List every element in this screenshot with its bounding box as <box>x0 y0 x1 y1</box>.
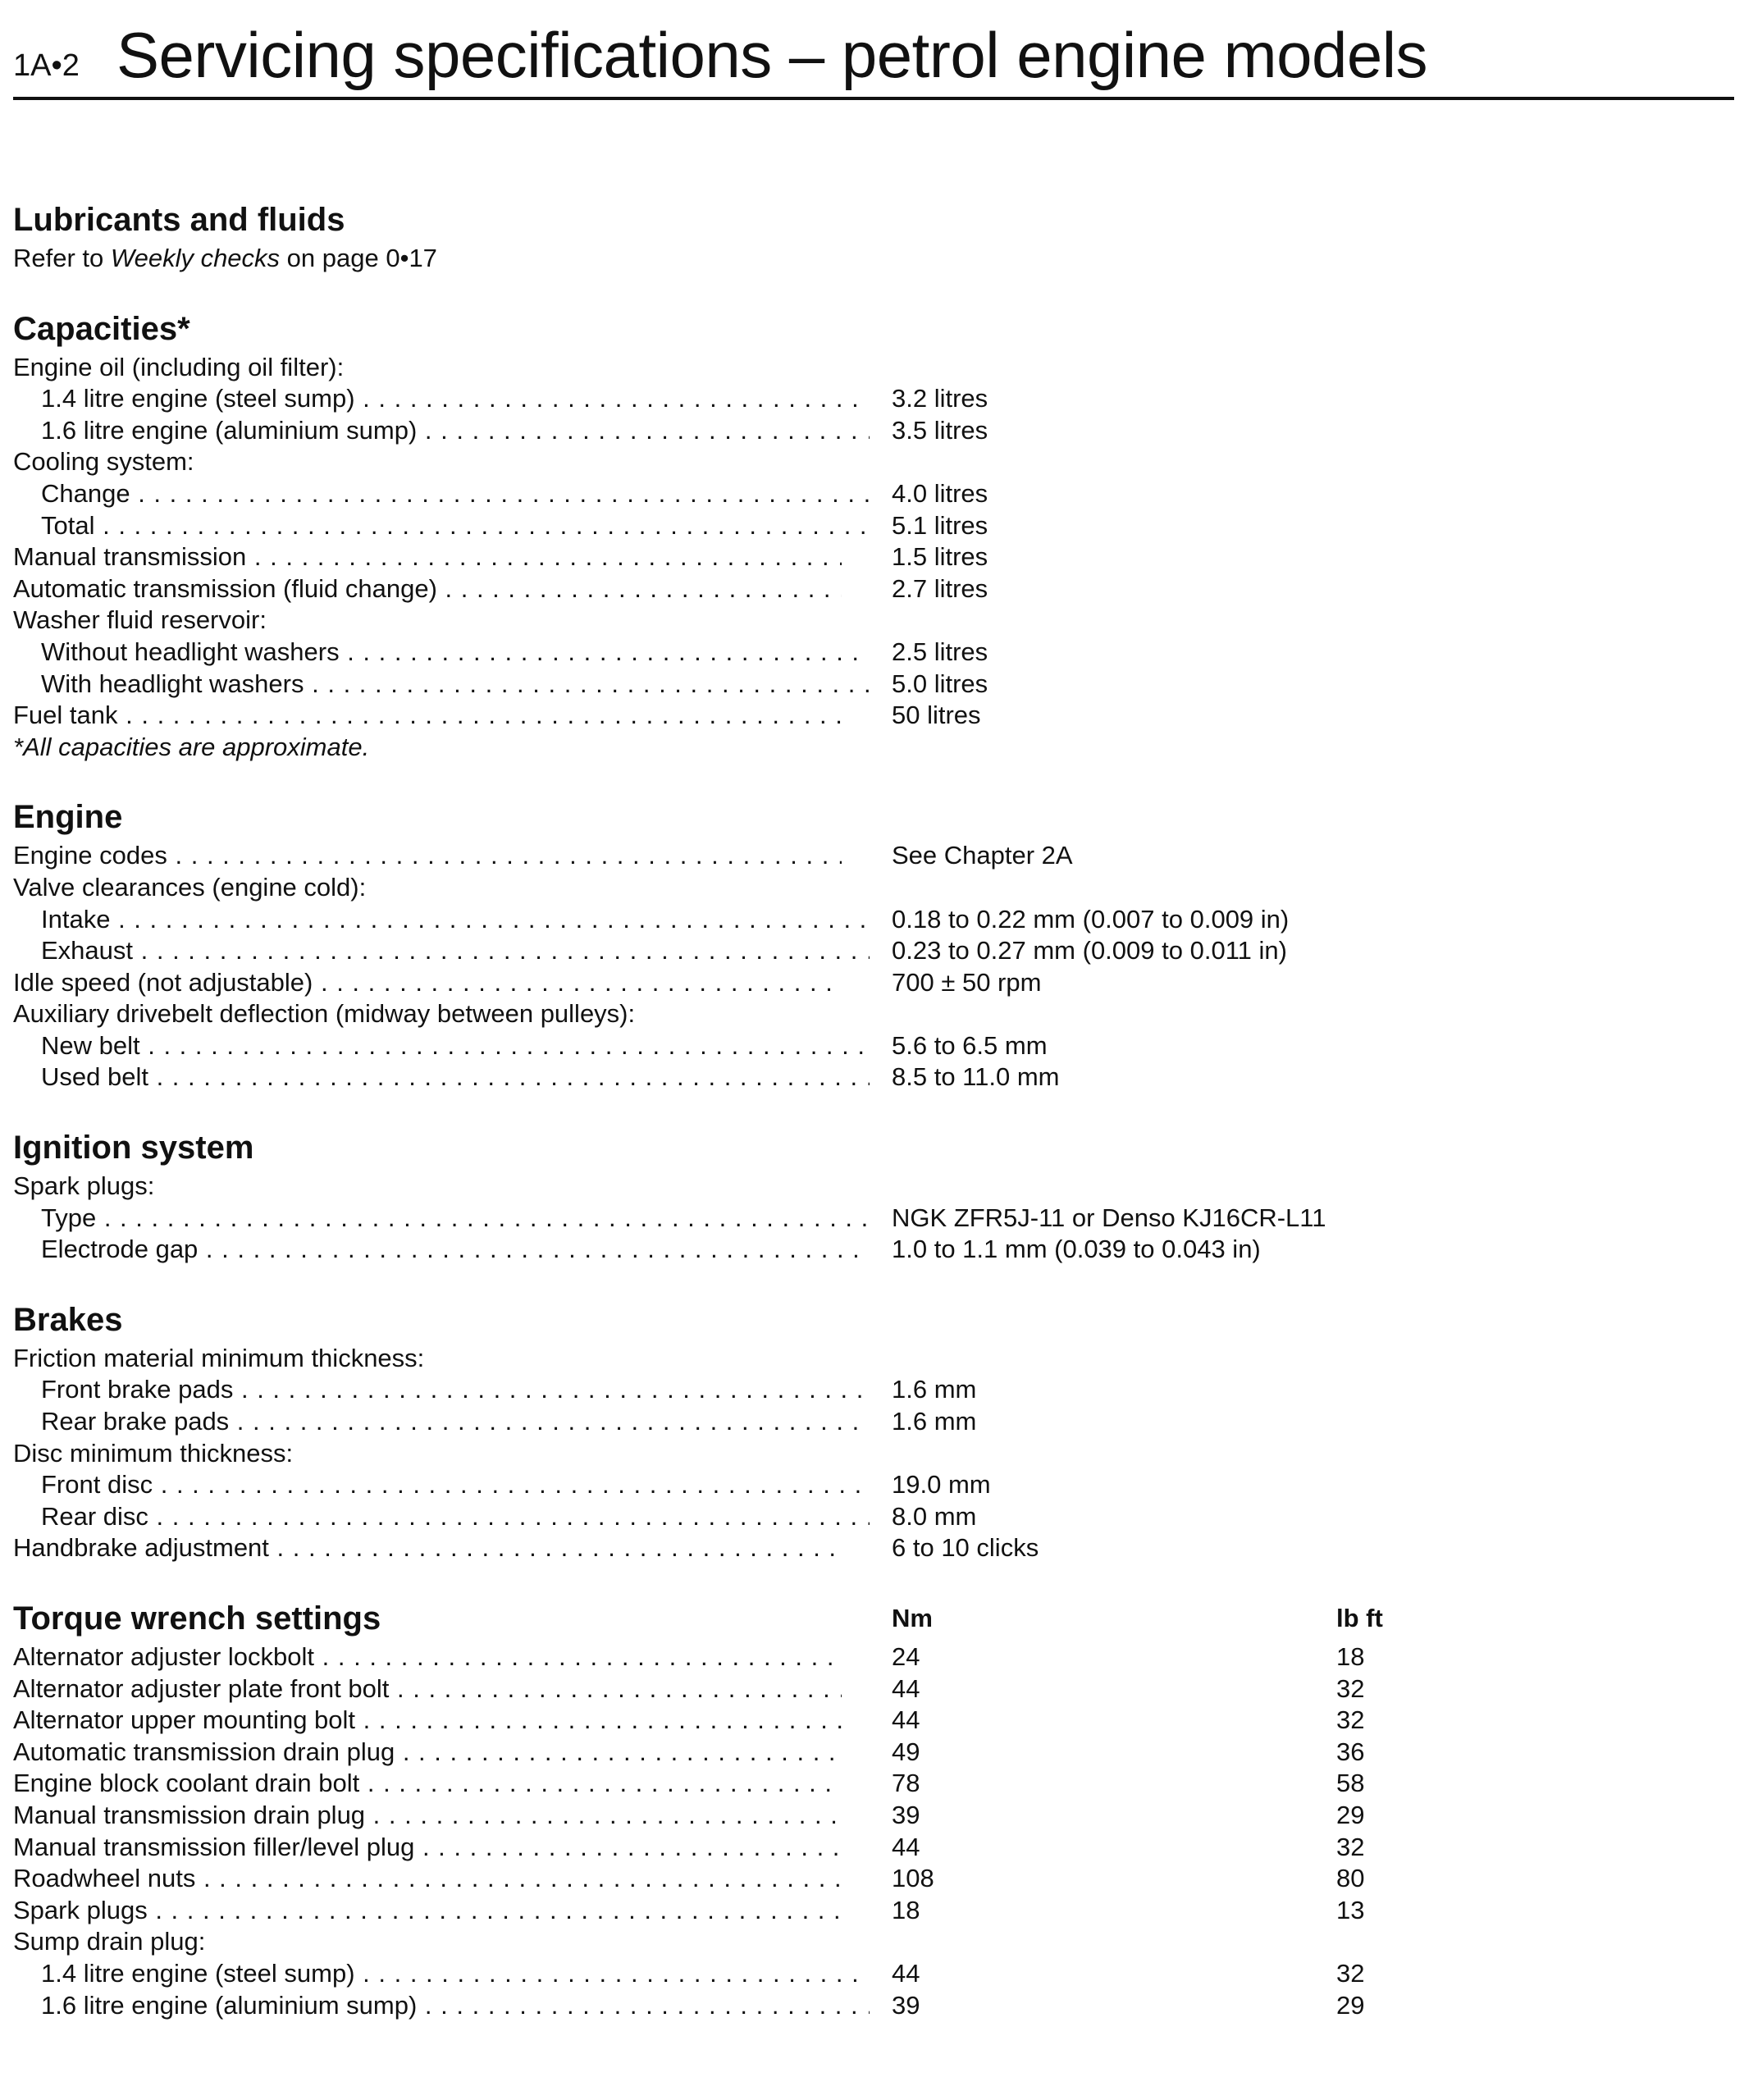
spec-list <box>13 840 1733 1093</box>
spec-value: 8.5 to 11.0 mm <box>892 1062 1060 1092</box>
spec-label: Friction material minimum thickness: <box>13 1343 425 1372</box>
spec-label-wrap <box>13 1990 870 2022</box>
spec-row <box>13 1171 1733 1203</box>
section-heading: Ignition system <box>13 1130 254 1166</box>
spec-label-wrap <box>13 1406 870 1438</box>
spec-label: New belt <box>41 1030 140 1060</box>
spec-row <box>13 1030 1733 1062</box>
section-engine <box>13 794 1733 1093</box>
spec-label-wrap <box>13 605 842 637</box>
section-heading: Brakes <box>13 1301 123 1338</box>
torque-lbft-value: 29 <box>1336 1800 1365 1829</box>
spec-label: Valve clearances (engine cold): <box>13 872 367 902</box>
spec-label-wrap <box>13 700 842 732</box>
section-heading: Engine <box>13 799 123 836</box>
spec-label: Type <box>41 1203 97 1232</box>
spec-value: 8.0 mm <box>892 1501 977 1531</box>
page-title: Servicing specifications – petrol engine models <box>116 19 1428 91</box>
spec-label-wrap <box>13 1832 842 1864</box>
torque-nm-value: 44 <box>892 1958 920 1988</box>
spec-label-wrap <box>13 352 842 384</box>
spec-value: 2.5 litres <box>892 637 988 666</box>
spec-value: 50 litres <box>892 701 981 730</box>
spec-row <box>13 1673 1733 1705</box>
torque-nm-value: 18 <box>892 1895 920 1924</box>
spec-value: 700 ± 50 rpm <box>892 967 1042 997</box>
torque-lbft-value: 80 <box>1336 1864 1365 1893</box>
spec-label: Fuel tank <box>13 701 118 730</box>
spec-value: 0.18 to 0.22 mm (0.007 to 0.009 in) <box>892 904 1290 934</box>
spec-label-wrap <box>13 1958 870 1990</box>
spec-label-wrap <box>13 541 842 573</box>
spec-label: Electrode gap <box>41 1235 199 1264</box>
spec-label: Spark plugs <box>13 1895 148 1924</box>
spec-row <box>13 510 1733 542</box>
reference-prefix: Refer to <box>13 244 111 272</box>
torque-nm-value: 44 <box>892 1832 920 1861</box>
torque-nm-value: 49 <box>892 1737 920 1766</box>
spec-label-wrap <box>13 1374 870 1406</box>
spec-value: 1.0 to 1.1 mm (0.039 to 0.043 in) <box>892 1235 1261 1264</box>
spec-row <box>13 904 1733 936</box>
spec-label: Automatic transmission drain plug <box>13 1737 395 1766</box>
spec-value: 0.23 to 0.27 mm (0.009 to 0.011 in) <box>892 936 1287 966</box>
spec-row <box>13 1990 1733 2022</box>
section-heading: Capacities* <box>13 310 190 347</box>
spec-row <box>13 1203 1733 1235</box>
section-lubricants <box>13 197 1733 275</box>
section-heading-row <box>13 1596 1733 1641</box>
spec-row <box>13 840 1733 872</box>
torque-nm-value: 24 <box>892 1642 920 1671</box>
page-number: 1A•2 <box>13 48 80 83</box>
column-header-lbft: lb ft <box>1336 1604 1383 1632</box>
spec-label-wrap <box>13 1641 842 1673</box>
spec-row <box>13 1768 1733 1800</box>
section-heading: Lubricants and fluids <box>13 202 345 238</box>
spec-row <box>13 1895 1733 1927</box>
spec-label: Sump drain plug: <box>13 1927 206 1956</box>
torque-list <box>13 1641 1733 2021</box>
spec-value: 1.6 mm <box>892 1407 977 1436</box>
spec-value: 5.1 litres <box>892 510 988 540</box>
spec-label-wrap <box>13 967 842 999</box>
spec-label-wrap <box>13 1532 842 1564</box>
spec-list <box>13 352 1733 732</box>
spec-label: Alternator adjuster plate front bolt <box>13 1673 390 1703</box>
spec-label: Front disc <box>41 1470 153 1500</box>
torque-nm-value: 39 <box>892 1990 920 2020</box>
spec-label-wrap <box>13 935 870 967</box>
spec-label: Manual transmission filler/level plug <box>13 1832 415 1861</box>
spec-label: Intake <box>41 904 111 934</box>
spec-label: Automatic transmission (fluid change) <box>13 573 437 603</box>
spec-row <box>13 352 1733 384</box>
spec-content <box>13 197 1733 2052</box>
spec-label: Used belt <box>41 1062 148 1092</box>
spec-label: 1.6 litre engine (aluminium sump) <box>41 1990 418 2020</box>
torque-nm-value: 44 <box>892 1673 920 1703</box>
spec-row <box>13 541 1733 573</box>
spec-label-wrap <box>13 383 870 415</box>
spec-row <box>13 478 1733 510</box>
spec-row <box>13 669 1733 701</box>
spec-label-wrap <box>13 1863 842 1895</box>
spec-row <box>13 1958 1733 1990</box>
spec-label-wrap <box>13 1234 870 1266</box>
torque-lbft-value: 18 <box>1336 1642 1365 1671</box>
spec-label: Disc minimum thickness: <box>13 1438 294 1468</box>
spec-value: 3.5 litres <box>892 415 988 445</box>
spec-label-wrap <box>13 1171 842 1203</box>
spec-row <box>13 383 1733 415</box>
spec-value: 6 to 10 clicks <box>892 1533 1039 1563</box>
torque-nm-value: 44 <box>892 1705 920 1735</box>
spec-value: See Chapter 2A <box>892 841 1073 870</box>
spec-row <box>13 446 1733 478</box>
spec-row <box>13 700 1733 732</box>
spec-row <box>13 935 1733 967</box>
spec-label: Exhaust <box>41 936 134 966</box>
spec-row <box>13 1501 1733 1533</box>
spec-label: Engine block coolant drain bolt <box>13 1769 360 1798</box>
spec-label: Rear brake pads <box>41 1407 230 1436</box>
spec-label: Alternator upper mounting bolt <box>13 1705 356 1735</box>
spec-value: 1.6 mm <box>892 1375 977 1404</box>
spec-row <box>13 605 1733 637</box>
spec-label-wrap <box>13 1768 842 1800</box>
spec-label: Total <box>41 510 95 540</box>
spec-value: 19.0 mm <box>892 1470 991 1500</box>
spec-list <box>13 1343 1733 1564</box>
reference-suffix: on page 0•17 <box>280 244 437 272</box>
spec-label: Manual transmission <box>13 542 247 572</box>
spec-row <box>13 573 1733 605</box>
torque-lbft-value: 32 <box>1336 1958 1365 1988</box>
spec-label: Engine oil (including oil filter): <box>13 352 345 381</box>
spec-label-wrap <box>13 446 842 478</box>
section-heading: Torque wrench settings <box>13 1600 381 1637</box>
spec-label-wrap <box>13 1469 870 1501</box>
spec-label: 1.6 litre engine (aluminium sump) <box>41 415 418 445</box>
spec-label: Front brake pads <box>41 1375 234 1404</box>
spec-value: 1.5 litres <box>892 542 988 572</box>
torque-lbft-value: 32 <box>1336 1832 1365 1861</box>
spec-label: Idle speed (not adjustable) <box>13 967 313 997</box>
spec-label: Auxiliary drivebelt deflection (midway between pulleys): <box>13 999 636 1029</box>
spec-row <box>13 1737 1733 1769</box>
torque-lbft-value: 32 <box>1336 1705 1365 1735</box>
spec-label-wrap <box>13 998 842 1030</box>
spec-row <box>13 998 1733 1030</box>
spec-row <box>13 1863 1733 1895</box>
torque-lbft-value: 36 <box>1336 1737 1365 1766</box>
spec-label-wrap <box>13 1800 842 1832</box>
spec-label-wrap <box>13 573 842 605</box>
spec-label: Manual transmission drain plug <box>13 1800 366 1829</box>
spec-row <box>13 1374 1733 1406</box>
spec-row <box>13 967 1733 999</box>
spec-label-wrap <box>13 669 870 701</box>
spec-label: Rear disc <box>41 1501 148 1531</box>
page-header <box>13 8 1734 100</box>
spec-label: Cooling system: <box>13 447 194 477</box>
section-capacities <box>13 306 1733 764</box>
spec-label: Engine codes <box>13 841 167 870</box>
spec-label-wrap <box>13 1061 870 1093</box>
spec-row <box>13 1438 1733 1470</box>
torque-lbft-value: 58 <box>1336 1769 1365 1798</box>
spec-label: Alternator adjuster lockbolt <box>13 1642 315 1671</box>
spec-row <box>13 415 1733 447</box>
spec-label: Without headlight washers <box>41 637 340 666</box>
spec-label: 1.4 litre engine (steel sump) <box>41 384 355 413</box>
spec-row <box>13 1406 1733 1438</box>
spec-label-wrap <box>13 1501 870 1533</box>
spec-list <box>13 1171 1733 1266</box>
spec-row <box>13 1532 1733 1564</box>
torque-nm-value: 108 <box>892 1864 934 1893</box>
spec-label-wrap <box>13 1030 870 1062</box>
spec-value: 5.6 to 6.5 mm <box>892 1030 1048 1060</box>
spec-label-wrap <box>13 1737 842 1769</box>
spec-label-wrap <box>13 1343 842 1375</box>
spec-row <box>13 637 1733 669</box>
spec-label: Handbrake adjustment <box>13 1533 269 1563</box>
section-ignition <box>13 1125 1733 1266</box>
torque-nm-value: 78 <box>892 1769 920 1798</box>
spec-label-wrap <box>13 1673 842 1705</box>
spec-label-wrap <box>13 1203 870 1235</box>
spec-label: With headlight washers <box>41 669 304 698</box>
section-torque <box>13 1596 1733 2021</box>
spec-label: Change <box>41 478 130 508</box>
spec-label: Spark plugs: <box>13 1171 155 1201</box>
spec-row <box>13 1469 1733 1501</box>
spec-row <box>13 872 1733 904</box>
torque-lbft-value: 32 <box>1336 1673 1365 1703</box>
footnote: *All capacities are approximate. <box>13 732 370 761</box>
spec-label-wrap <box>13 872 842 904</box>
reference-link-text: Weekly checks <box>110 244 281 272</box>
spec-label-wrap <box>13 1438 842 1470</box>
spec-label-wrap <box>13 415 870 447</box>
spec-value: 3.2 litres <box>892 384 988 413</box>
spec-label-wrap <box>13 510 870 542</box>
spec-label: Washer fluid reservoir: <box>13 605 267 635</box>
spec-row <box>13 1800 1733 1832</box>
spec-label-wrap <box>13 1926 842 1958</box>
spec-row <box>13 1343 1733 1375</box>
spec-value: 4.0 litres <box>892 478 988 508</box>
spec-row <box>13 1832 1733 1864</box>
spec-label: 1.4 litre engine (steel sump) <box>41 1958 355 1988</box>
spec-row <box>13 1234 1733 1266</box>
torque-lbft-value: 29 <box>1336 1990 1365 2020</box>
spec-value: 5.0 litres <box>892 669 988 698</box>
spec-label-wrap <box>13 478 870 510</box>
spec-label-wrap <box>13 1705 842 1737</box>
reference-line <box>13 243 1733 275</box>
spec-label: Roadwheel nuts <box>13 1864 196 1893</box>
spec-label-wrap <box>13 637 870 669</box>
column-header-nm: Nm <box>892 1604 933 1632</box>
spec-row <box>13 1061 1733 1093</box>
spec-label-wrap <box>13 840 842 872</box>
spec-row <box>13 1926 1733 1958</box>
spec-label-wrap <box>13 1895 842 1927</box>
spec-row <box>13 1641 1733 1673</box>
spec-value: NGK ZFR5J-11 or Denso KJ16CR-L11 <box>892 1203 1326 1232</box>
torque-nm-value: 39 <box>892 1800 920 1829</box>
spec-row <box>13 1705 1733 1737</box>
section-brakes <box>13 1297 1733 1564</box>
spec-value: 2.7 litres <box>892 573 988 603</box>
torque-lbft-value: 13 <box>1336 1895 1365 1924</box>
spec-label-wrap <box>13 904 870 936</box>
